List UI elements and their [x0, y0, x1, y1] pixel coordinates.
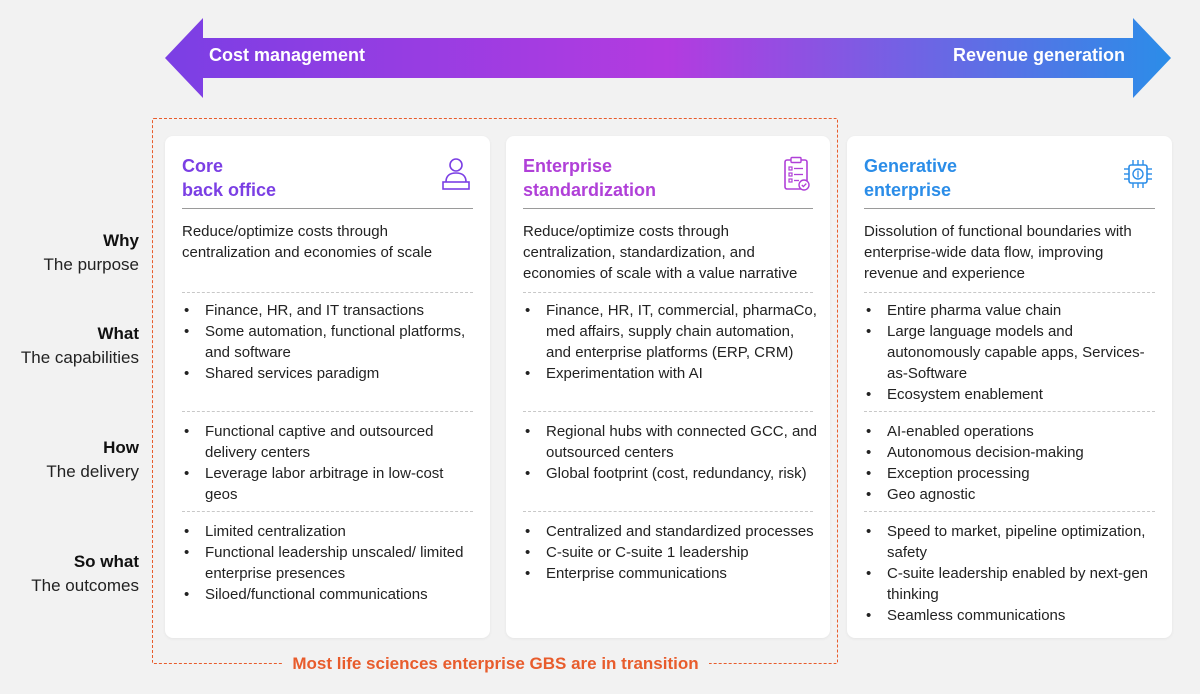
card-core-back-office	[165, 136, 490, 638]
list-item: • Shared services paradigm	[182, 363, 480, 384]
list-item: • Speed to market, pipeline optimization, safety	[864, 521, 1162, 563]
divider	[864, 411, 1155, 412]
list-item: • Regional hubs with connected GCC, and outsourced centers	[523, 421, 820, 463]
revenue-generation-label: Revenue generation	[952, 45, 1125, 65]
card-title: Enterprise standardization	[523, 156, 657, 200]
list-item: • C-suite or C-suite 1 leadership	[523, 542, 820, 563]
divider	[182, 292, 473, 293]
list-item: • Centralized and standardized processes	[523, 521, 820, 542]
list-item: • Global footprint (cost, redundancy, risk)	[523, 463, 820, 484]
card-so-what-list	[864, 521, 1162, 626]
card-what-list	[864, 300, 1162, 405]
clipboard-checklist-icon	[780, 156, 812, 192]
card-generative-enterprise	[847, 136, 1172, 638]
card-how-list	[523, 421, 820, 484]
list-item: • Some automation, functional platforms, and software	[182, 321, 480, 363]
list-item: • Siloed/functional communications	[182, 584, 480, 605]
card-title: Core back office	[182, 156, 277, 200]
card-why-text: Reduce/optimize costs through centralization, standardization, and economies of scale with a value narrative	[523, 223, 798, 282]
card-enterprise-standardization	[506, 136, 830, 638]
card-title-divider	[864, 208, 1155, 209]
list-item: • Enterprise communications	[523, 563, 820, 584]
divider	[182, 511, 473, 512]
row-label-how: How The delivery	[46, 438, 139, 481]
card-how-list	[864, 421, 1162, 505]
list-item: • Finance, HR, and IT transactions	[182, 300, 480, 321]
list-item: • Leverage labor arbitrage in low-cost geos	[182, 463, 480, 505]
card-so-what-list	[182, 521, 480, 605]
list-item: • AI-enabled operations	[864, 421, 1162, 442]
divider	[864, 292, 1155, 293]
list-item: • Exception processing	[864, 463, 1162, 484]
list-item: • Functional leadership unscaled/ limited enterprise presences	[182, 542, 480, 584]
divider	[523, 411, 813, 412]
list-item: • C-suite leadership enabled by next-gen thinking	[864, 563, 1162, 605]
list-item: • Geo agnostic	[864, 484, 1162, 505]
list-item: • Limited centralization	[182, 521, 480, 542]
cost-management-label: Cost management	[209, 45, 366, 65]
divider	[523, 511, 813, 512]
card-why-text: Reduce/optimize costs through centralization and economies of scale	[182, 223, 433, 261]
card-how-list	[182, 421, 480, 505]
card-so-what-list	[523, 521, 820, 584]
list-item: • Ecosystem enablement	[864, 384, 1162, 405]
list-item: • Seamless communications	[864, 605, 1162, 626]
list-item: • Experimentation with AI	[523, 363, 820, 384]
row-label-what: What The capabilities	[20, 324, 139, 367]
card-what-list	[523, 300, 820, 384]
person-at-desk-icon	[440, 156, 472, 192]
row-label-why: Why The purpose	[43, 231, 139, 274]
divider	[182, 411, 473, 412]
ai-chip-icon	[1122, 156, 1154, 192]
card-title-divider	[182, 208, 473, 209]
divider	[523, 292, 813, 293]
transition-note: Most life sciences enterprise GBS are in transition	[282, 654, 708, 674]
list-item: • Large language models and autonomously capable apps, Services-as-Software	[864, 321, 1162, 384]
list-item: • Functional captive and outsourced delivery centers	[182, 421, 480, 463]
list-item: • Entire pharma value chain	[864, 300, 1162, 321]
divider	[864, 511, 1155, 512]
list-item: • Autonomous decision-making	[864, 442, 1162, 463]
card-title: Generative enterprise	[864, 156, 958, 200]
list-item: • Finance, HR, IT, commercial, pharmaCo, med affairs, supply chain automation, and enterprise platforms (ERP, CRM)	[523, 300, 820, 363]
card-what-list	[182, 300, 480, 384]
card-title-divider	[523, 208, 813, 209]
row-label-so-what: So what The outcomes	[31, 552, 139, 595]
card-why-text: Dissolution of functional boundaries with enterprise-wide data flow, improving revenue and experience	[864, 223, 1132, 282]
